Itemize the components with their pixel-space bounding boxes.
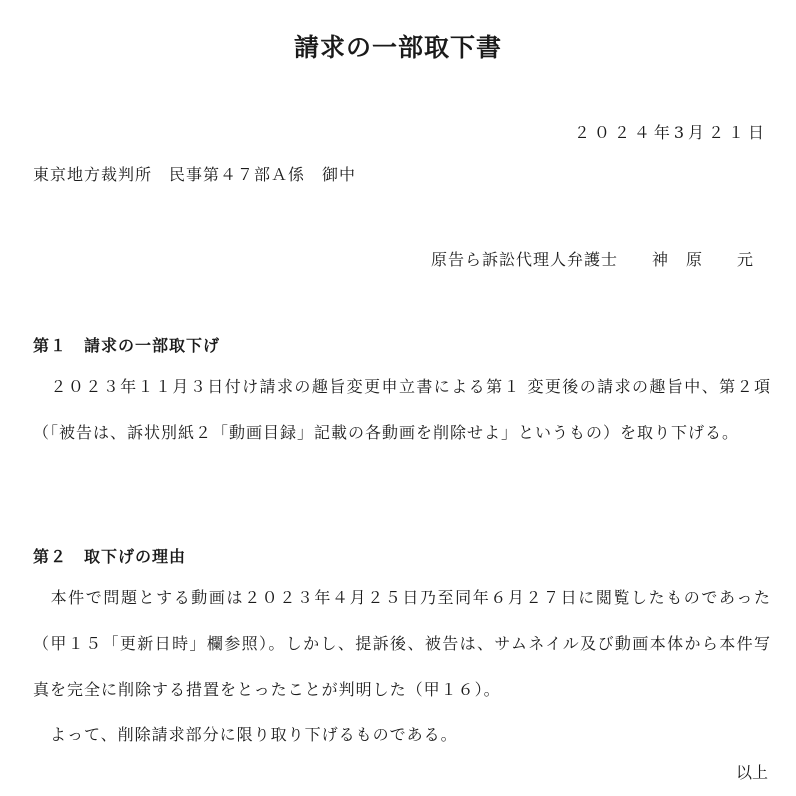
document-title: 請求の一部取下書 (293, 33, 502, 62)
closing-mark: 以上 (735, 763, 768, 782)
section-1-heading: 第１ 請求の一部取下げ (33, 336, 221, 355)
section-2-heading: 第２ 取下げの理由 (33, 547, 187, 566)
signer-line: 原告ら訴訟代理人弁護士 神 原 元 (430, 250, 754, 269)
section-2-body-paragraph-1: 本件で問題とする動画は２０２３年４月２５日乃至同年６月２７日に閲覧したものであった（甲１５「更新日時」欄参照）。しかし、提訴後、被告は、サムネイル及び動画本体から本件写真を完全に削除する措置をとったことが判明した（甲１６）。 (33, 588, 771, 699)
document-date: ２０２４年3月２１日 (573, 123, 768, 142)
court-addressee: 東京地方裁判所 民事第４７部Ａ係 御中 (33, 165, 357, 184)
section-2-body-paragraph-2: よって、削除請求部分に限り取り下げるものである。 (33, 725, 458, 744)
section-1-body: ２０２３年１１月３日付け請求の趣旨変更申立書による第１ 変更後の請求の趣旨中、第２項（「被告は、訴状別紙２「動画目録」記載の各動画を削除せよ」というもの）を取り下げる。 (33, 377, 771, 442)
